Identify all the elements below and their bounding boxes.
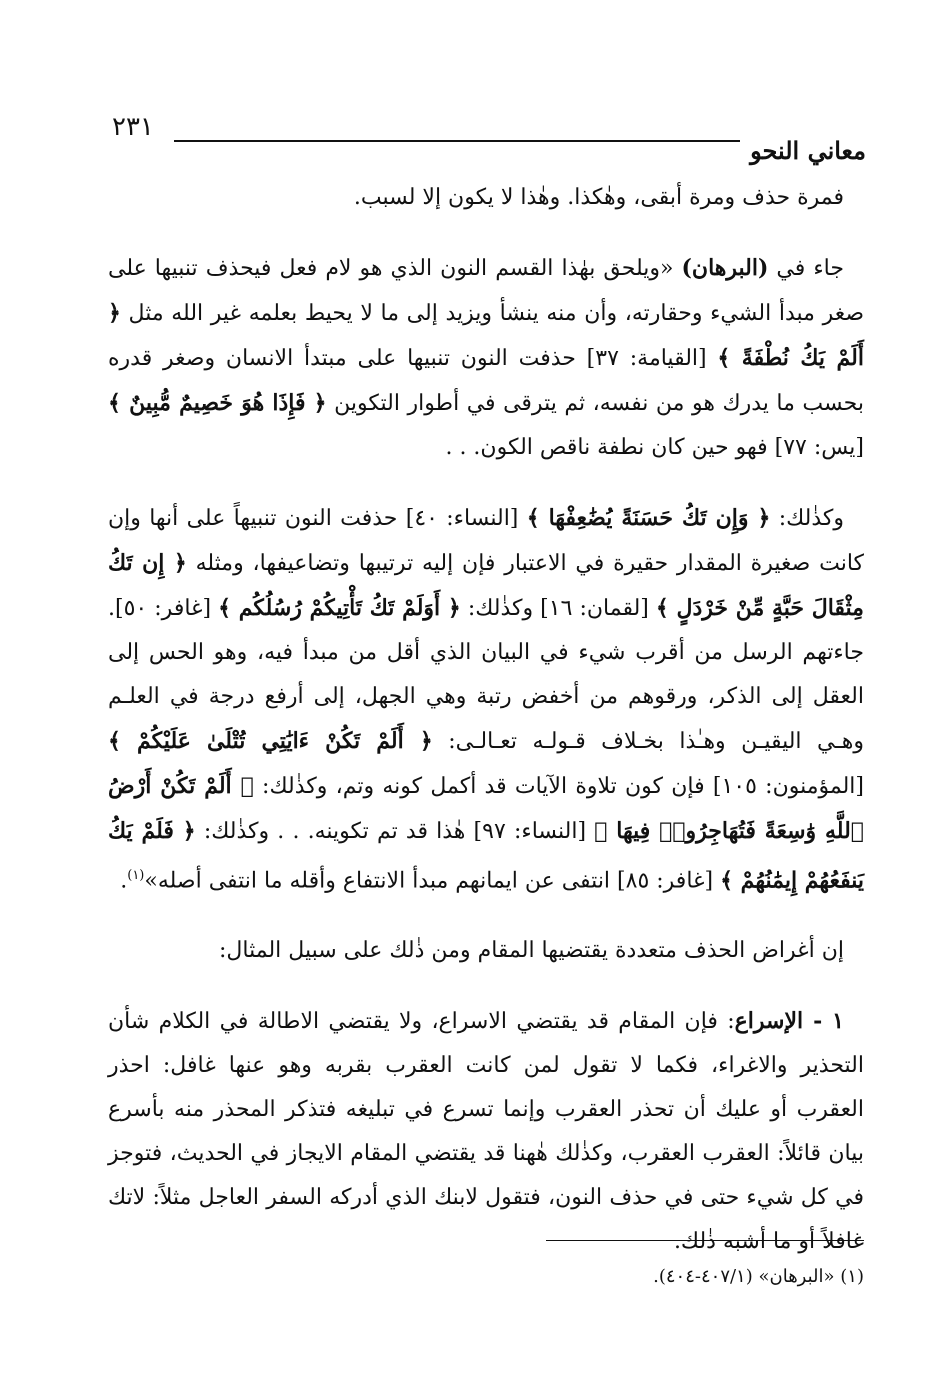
page-number: ٢٣١ bbox=[112, 112, 154, 142]
paragraph-1 bbox=[108, 246, 864, 470]
quran-quote-2: ﴿ فَإِذَا هُوَ خَصِيمٌ مُّبِينٌ ﴾ bbox=[108, 390, 327, 416]
list-number: ١ - bbox=[803, 1008, 844, 1035]
list-item-heading: الإسراع bbox=[734, 1008, 804, 1035]
paragraph-0: فمرة حذف ومرة أبقى، وهٰكذا. وهٰذا لا يكون إلا لسبب. bbox=[353, 185, 844, 210]
p2-text-7: [غافر: ٨٥] انتفى عن ايمانهم مبدأ الانتفاع وأقله ما انتفى أصله» bbox=[144, 868, 721, 894]
quran-quote-4: ﴿ إِن تَكُ مِثْقَالَ حَبَّةٍ مِّنْ خَرْدَلٍ ﴾ bbox=[108, 550, 864, 621]
p2-text-1: وكذٰلك: bbox=[770, 506, 845, 531]
quran-quote-8: ﴿ فَلَمْ يَكُ يَنفَعُهُمْ إِيمَٰنُهُمْ ﴾ bbox=[108, 818, 864, 894]
quran-quote-7: ﴿ أَلَمْ تَكُنْ أَرْضُ ٱللَّهِ وَٰسِعَةً فَتُهَاجِرُوا۟ فِيهَا ﴾ bbox=[108, 773, 864, 844]
paragraph-2 bbox=[108, 496, 864, 903]
quran-quote-3: ﴿ وَإِن تَكُ حَسَنَةً يُضَٰعِفْهَا ﴾ bbox=[526, 505, 771, 531]
paragraph-4 bbox=[108, 999, 864, 1264]
p4-text: : فإن المقام قد يقتضي الاسراع، ولا يقتضي الاطالة في الكلام شأن التحذير والاغراء، فكما لا تقول لمن كانت العقرب بقربه وهو عنها غافل: احذر العقرب أو عليك أن تحذر العقرب وإنما تسرع في تبليغه فتذكر المحذر منه بأسرع بيان قائلاً: العقرب العقرب، وكذٰلك هٰهنا قد يقتضي المقام الايجاز في الحديث، فتوجز في كل شيء حتى في حذف النون، فتقول لابنك الذي أدركه السفر العاجل مثلاً: لاتك غافلاً أو ما أشبه ذٰلك. bbox=[108, 1009, 864, 1255]
quran-quote-5: ﴿ أَوَلَمْ تَكُ تَأْتِيكُمْ رُسُلُكُم ﴾ bbox=[218, 595, 461, 621]
footnote: (١) «البرهان» (٤٠٧/١-٤٠٤). bbox=[653, 1266, 864, 1287]
footnote-rule bbox=[546, 1240, 864, 1241]
header-rule bbox=[174, 140, 740, 142]
running-header-title: معاني النحو bbox=[750, 136, 866, 165]
footnote-reference[interactable]: (١) bbox=[127, 868, 145, 883]
p2-text-5: [المؤمنون: ١٠٥] فإن كون تلاوة الآيات قد أكمل كونه وتم، وكذٰلك: bbox=[253, 774, 864, 799]
source-name-burhan: (البرهان) bbox=[681, 255, 769, 281]
p2-text-6: [النساء: ٩٧] هٰذا قد تم تكوينه. . . وكذٰلك: bbox=[195, 819, 595, 844]
p2-text-4: [غافر: ٥٠]. جاءتهم الرسل من أقرب شيء في البيان الذي أقل من مبدأ فيه، وهو الحس إلى العقل إلى الذكر، ورقوهم من أخفض رتبة وهي الجهل، إلى أرفع درجة في العلـم وهـي اليقيـن وهـٰذا بخـلاف قـولـه تعـالـى: bbox=[108, 596, 864, 754]
p1-lead: جاء في bbox=[768, 256, 844, 281]
paragraph-3: إن أغراض الحذف متعددة يقتضيها المقام ومن ذٰلك على سبيل المثال: bbox=[219, 938, 844, 964]
quran-quote-1: ﴿ أَلَمْ يَكُ نُطْفَةً ﴾ bbox=[108, 300, 864, 371]
p2-text-2: [النساء: ٤٠] حذفت النون تنبيهاً على أنها وإن كانت صغيرة المقدار حقيرة في الاعتبار فإن إليه ترتيبها وتضاعيفها، ومثله bbox=[108, 506, 864, 576]
quran-quote-6: ﴿ أَلَمْ تَكُنْ ءَايَٰتِي تُتْلَىٰ عَلَيْكُمْ ﴾ bbox=[108, 728, 433, 754]
p1-text-3: [يس: ٧٧] فهو حين كان نطفة ناقص الكون. . . bbox=[445, 435, 864, 460]
p2-text-3: [لقمان: ١٦] وكذٰلك: bbox=[460, 596, 656, 621]
p1-text-1: «ويلحق بهٰذا القسم النون الذي هو لام فعل فيحذف تنبيها على صغر مبدأ الشيء وحقارته، وأن منه ينشأ ويزيد إلى ما لا يحيط بعلمه غير الله مثل bbox=[108, 256, 864, 326]
main-text bbox=[108, 176, 864, 1264]
p1-text-2: [القيامة: ٣٧] حذفت النون تنبيها على مبتدأ الانسان وصغر قدره بحسب ما يدرك هو من نفسه، ثم يترقى في أطوار التكوين bbox=[108, 346, 864, 416]
p2-end: . bbox=[120, 868, 128, 894]
